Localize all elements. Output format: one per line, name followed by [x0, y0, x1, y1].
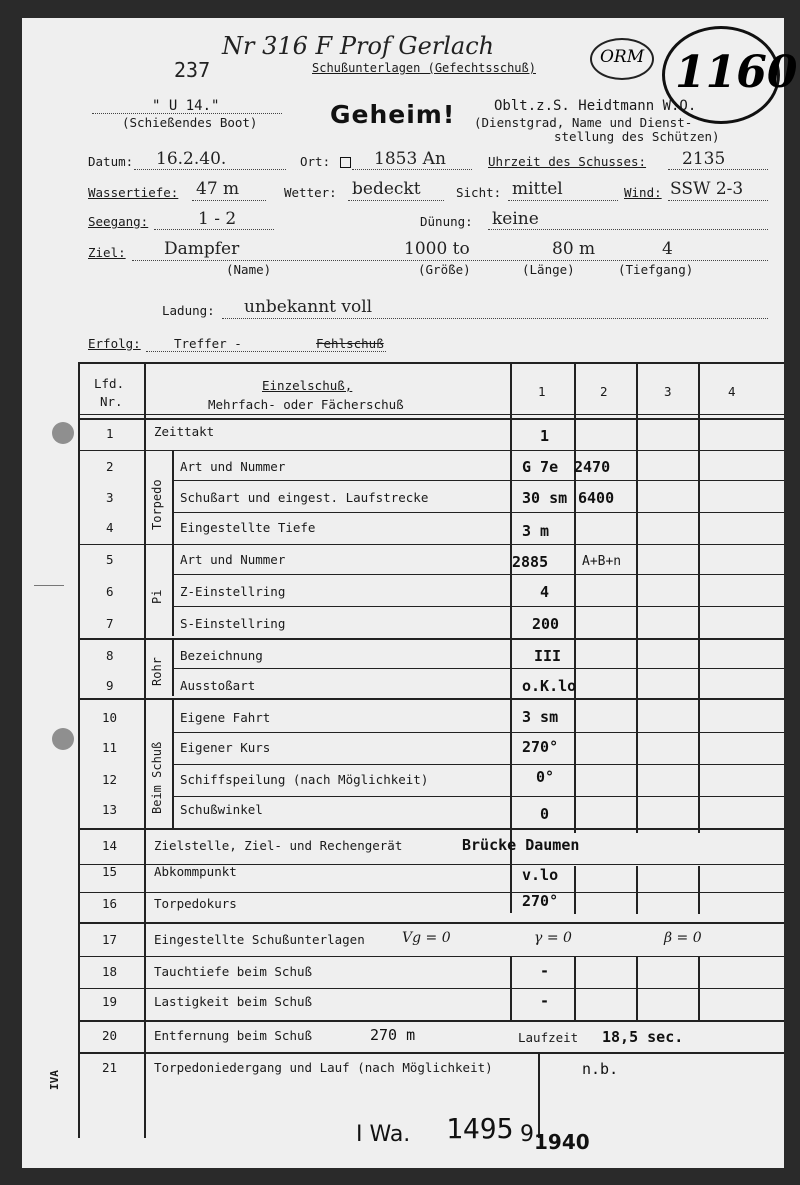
ziel-laenge: 80 m [552, 239, 596, 259]
col-header-mehrfach: Mehrfach- oder Fächerschuß [208, 397, 404, 412]
row-nr: 15 [102, 864, 118, 879]
group-rohr: Rohr [150, 657, 164, 686]
row-value-1: 200 [532, 615, 560, 633]
row-value-1: o.K.lo [522, 677, 577, 695]
row-value-2: Laufzeit [518, 1030, 579, 1045]
row-nr: 11 [102, 740, 118, 755]
stamp-circle [590, 38, 654, 80]
sicht-value: mittel [512, 179, 563, 199]
document-page [22, 18, 798, 1168]
row-value-2: γ = 0 [534, 930, 572, 946]
group-beim-schuss: Beim Schuß [150, 741, 164, 814]
row-value-2: 2470 [574, 458, 611, 476]
square-icon [340, 157, 351, 168]
row-value-1: Vg = 0 [402, 930, 451, 946]
row-nr: 4 [106, 520, 114, 535]
datum-value: 16.2.40. [156, 149, 227, 169]
row-nr: 13 [102, 802, 118, 817]
row-value-1: - [540, 962, 550, 980]
stamp-prefix: I Wa. [356, 1122, 411, 1147]
row-value-1: 270 m [370, 1026, 416, 1044]
stamp-suffix: 9 [520, 1122, 534, 1147]
form-title: Schußunterlagen (Gefechtsschuß) [312, 61, 536, 75]
shooter-label-1: (Dienstgrad, Name und Dienst- [474, 115, 693, 130]
col-header-2: 2 [600, 384, 608, 399]
row-nr: 1 [106, 426, 114, 441]
seegang-value: 1 - 2 [198, 209, 237, 229]
row-value-1: 0° [536, 768, 555, 786]
row-nr: 5 [106, 552, 114, 567]
row-label: Eingestellte Schußunterlagen [154, 932, 365, 947]
wetter-value: bedeckt [352, 179, 421, 199]
boat-label: (Schießendes Boot) [122, 115, 258, 130]
row-nr: 16 [102, 896, 118, 911]
col-header-nr: Nr. [100, 394, 123, 409]
row-value-1: - [540, 992, 550, 1010]
wind-value: SSW 2-3 [670, 179, 744, 199]
row-nr: 2 [106, 459, 114, 474]
row-value-1: 0 [540, 805, 550, 823]
handwritten-circle-number: 1160 [675, 47, 798, 98]
archive-number: 237 [174, 58, 211, 82]
ziel-label: Ziel: [88, 245, 126, 260]
row-label: Art und Nummer [180, 459, 286, 474]
stamp-year: 1940 [534, 1130, 590, 1154]
uhrzeit-label: Uhrzeit des Schusses: [488, 154, 647, 169]
row-nr: 9 [106, 678, 114, 693]
row-value-1: 4 [540, 583, 550, 601]
col-header-4: 4 [728, 384, 736, 399]
row-value-1: 3 sm [522, 708, 559, 726]
row-nr: 20 [102, 1028, 118, 1043]
ort-value: 1853 An [374, 149, 446, 169]
row-nr: 21 [102, 1060, 118, 1075]
row-nr: 18 [102, 964, 118, 979]
row-label: Torpedoniedergang und Lauf (nach Möglichkeit) [154, 1060, 493, 1075]
punch-hole [52, 728, 74, 750]
row-nr: 17 [102, 932, 118, 947]
row-label: Art und Nummer [180, 552, 286, 567]
row-nr: 8 [106, 648, 114, 663]
tiefgang-label: (Tiefgang) [618, 262, 694, 277]
wetter-label: Wetter: [284, 185, 337, 200]
row-label: Ausstoßart [180, 678, 256, 693]
classification: Geheim! [330, 100, 456, 129]
row-label: Bezeichnung [180, 648, 263, 663]
row-nr: 10 [102, 710, 118, 725]
row-label: Schußart und eingest. Laufstrecke [180, 490, 429, 505]
duenung-value: keine [492, 209, 539, 229]
row-value-1: 30 sm [522, 489, 568, 507]
erfolg-struck: Fehlschuß [316, 336, 384, 351]
groesse-label: (Größe) [418, 262, 471, 277]
row-label: Z-Einstellring [180, 584, 286, 599]
handwritten-note: Nr 316 F Prof Gerlach [222, 32, 495, 60]
row-value-1: G 7e [522, 458, 559, 476]
ziel-tiefgang: 4 [662, 239, 673, 259]
row-label: Schiffspeilung (nach Möglichkeit) [180, 772, 429, 787]
row-label: Lastigkeit beim Schuß [154, 994, 313, 1009]
row-value-1: n.b. [582, 1060, 619, 1078]
ziel-groesse: 1000 to [404, 239, 470, 259]
erfolg-label: Erfolg: [88, 336, 141, 351]
row-value-3: 18,5 sec. [602, 1028, 684, 1046]
row-label: Schußwinkel [180, 802, 263, 817]
row-value-2: 6400 [578, 489, 615, 507]
row-value-3: β = 0 [664, 930, 702, 946]
row-label: Abkommpunkt [154, 864, 237, 879]
row-nr: 14 [102, 838, 118, 853]
stamp-circle-text: ORM [600, 47, 645, 67]
row-label: Eingestellte Tiefe [180, 520, 316, 535]
row-label: Eigene Fahrt [180, 710, 271, 725]
wassertiefe-value: 47 m [196, 179, 240, 199]
group-torpedo: Torpedo [150, 479, 164, 530]
stamp-number: 1495 [446, 1112, 514, 1145]
ort-label: Ort: [300, 154, 331, 169]
ziel-name: Dampfer [164, 239, 240, 259]
row-value-1: 270° [522, 892, 559, 910]
ladung-label: Ladung: [162, 303, 215, 318]
row-label: S-Einstellring [180, 616, 286, 631]
row-value-1: 270° [522, 738, 559, 756]
uhrzeit-value: 2135 [682, 149, 726, 169]
wassertiefe-label: Wassertiefe: [88, 185, 179, 200]
seegang-label: Seegang: [88, 214, 149, 229]
row-label: Tauchtiefe beim Schuß [154, 964, 313, 979]
row-value-1: 1 [540, 427, 550, 445]
row-value-1: 3 m [522, 522, 550, 540]
laenge-label: (Länge) [522, 262, 575, 277]
name-label: (Name) [226, 262, 272, 277]
row-value-1: III [534, 647, 562, 665]
erfolg-value: Treffer - [174, 336, 242, 351]
col-header-lfd: Lfd. [94, 376, 125, 391]
row-label: Entfernung beim Schuß [154, 1028, 313, 1043]
shooter-value: Oblt.z.S. Heidtmann W.O. [494, 98, 697, 114]
row-label: Zielstelle, Ziel- und Rechengerät [154, 838, 403, 853]
row-value-2: A+B+n [582, 554, 622, 569]
row-nr: 12 [102, 772, 118, 787]
row-label: Torpedokurs [154, 896, 237, 911]
ladung-value: unbekannt voll [244, 297, 373, 317]
duenung-label: Dünung: [420, 214, 473, 229]
row-nr: 6 [106, 584, 114, 599]
datum-label: Datum: [88, 154, 134, 169]
row-value-1: 2885 [512, 553, 549, 571]
margin-mark: IVA [48, 1070, 61, 1090]
row-nr: 19 [102, 994, 118, 1009]
col-header-1: 1 [538, 384, 546, 399]
row-nr: 7 [106, 616, 114, 631]
row-value-1: v.lo [522, 866, 559, 884]
punch-hole [52, 422, 74, 444]
group-pi: Pi [150, 589, 164, 604]
row-nr: 3 [106, 490, 114, 505]
col-header-einzel: Einzelschuß, [262, 378, 353, 393]
row-value-1: Brücke Daumen [462, 836, 580, 854]
row-label: Zeittakt [154, 424, 215, 439]
boat-value: " U 14." [152, 98, 220, 114]
row-label: Eigener Kurs [180, 740, 271, 755]
sicht-label: Sicht: [456, 185, 502, 200]
margin-line [34, 585, 64, 586]
shooter-label-2: stellung des Schützen) [554, 129, 720, 144]
col-header-3: 3 [664, 384, 672, 399]
wind-label: Wind: [624, 185, 662, 200]
